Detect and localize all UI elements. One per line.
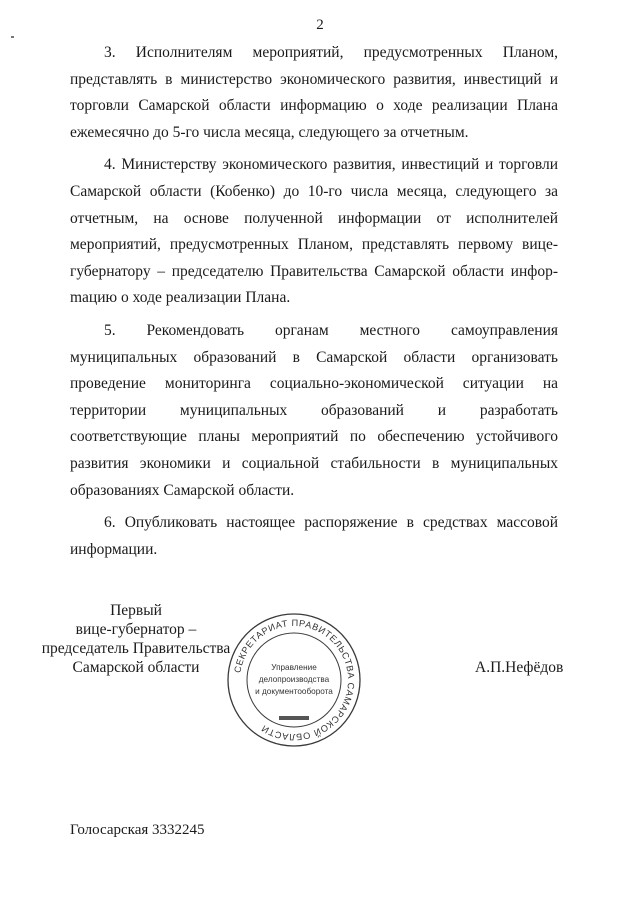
executor-note: Голосарская 3332245 — [70, 822, 205, 838]
paragraph-5: 5. Рекомендовать органам местного самоуправления муниципальных образований в Самарской области организовать проведение мониторинга социально-экономической ситуации на территории муниципальных образований и разработать соответствующие планы мероприятий по обеспечению устойчивого развития экономики и социальной стабильности в муниципальных образованиях Самарской области. — [70, 321, 558, 499]
signatory-position-line: Первый — [110, 602, 162, 619]
official-stamp — [224, 610, 364, 750]
document-body — [70, 40, 558, 569]
stamp-ring-text: СЕКРЕТАРИАТ ПРАВИТЕЛЬСТВА САМАРСКОЙ ОБЛАСТИ — [232, 617, 357, 743]
scan-speck — [11, 36, 14, 38]
signatory-position-line: председатель Правительства — [41, 640, 231, 657]
signatory-name: А.П.Нефёдов — [475, 659, 564, 676]
paragraph-3: 3. Исполнителям мероприятий, предусмотренных Планом, представлять в министерство экономического развития, инвестиций и торговли Самарской области информацию о ходе реализации Плана ежемесячно до 5-го числа месяца, следующего за отчетным. — [70, 44, 558, 141]
paragraph-4: 4. Министерству экономического развития, инвестиций и торговли Самарской области (Кобенко) до 10-го числа месяца, следующего за отчетным, на основе полученной информации от исполнителей мероприятий, предусмотренных Планом, представлять первому вице-губернатору – председателю Правительства Самарской области инфорmацию о ходе реализации Плана. — [70, 156, 558, 307]
paragraph-6: 6. Опубликовать настоящее распоряжение в средствах массовой информации. — [70, 514, 558, 558]
signatory-position-line: вице-губернатор – — [75, 621, 197, 638]
stamp-center-line: Управление — [271, 663, 317, 672]
stamp-center-line: и документооборота — [255, 687, 333, 696]
stamp-center-line: делопроизводства — [258, 675, 330, 684]
page-number: 2 — [316, 17, 324, 33]
signatory-position-line: Самарской области — [72, 659, 200, 676]
stamp-registration-mark — [279, 716, 309, 720]
signatory-position — [40, 601, 232, 677]
